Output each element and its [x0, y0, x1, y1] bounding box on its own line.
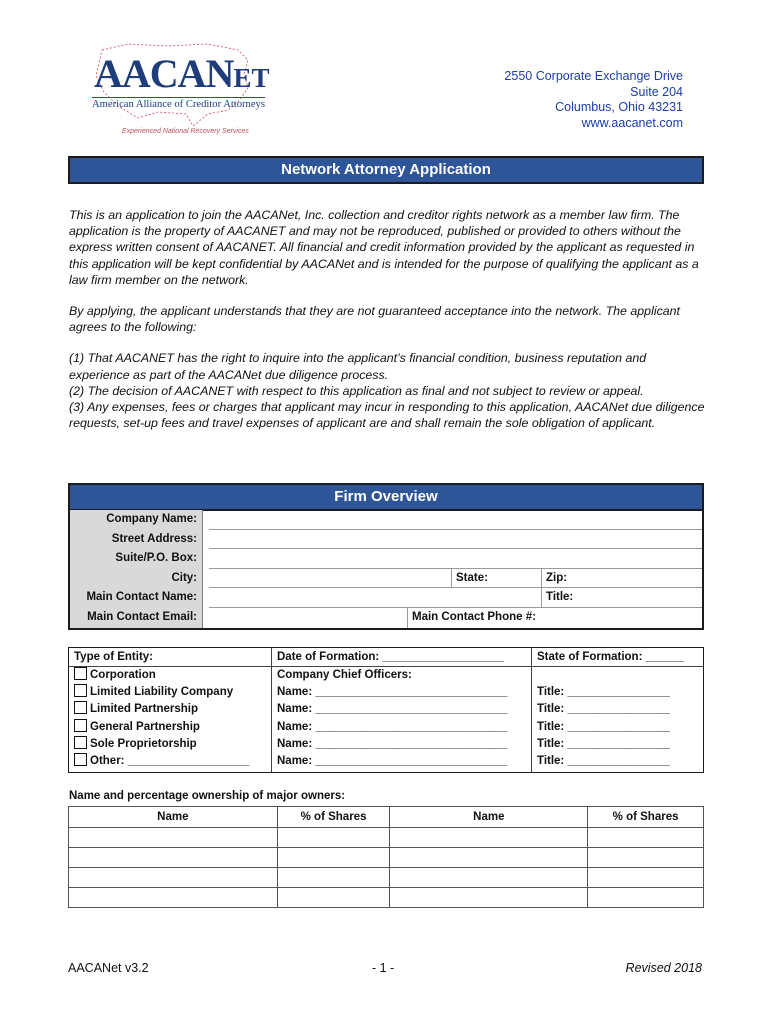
- checkbox[interactable]: [74, 667, 87, 680]
- owner-shares-cell[interactable]: [588, 828, 704, 848]
- company-name-label: Company Name:: [70, 510, 203, 530]
- spacer: [532, 667, 703, 684]
- checkbox[interactable]: [74, 701, 87, 714]
- company-name-row: [70, 510, 702, 530]
- officer-name-field[interactable]: Name: ______________________________: [277, 720, 508, 733]
- firm-overview-table: [68, 510, 704, 630]
- entity-type-header: Type of Entity:: [69, 648, 271, 667]
- owner-name-cell[interactable]: [390, 828, 588, 848]
- condition-3: (3) Any expenses, fees or charges that applicant may incur in responding to this application, AACANet due diligence requests, set-up fees and travel expenses of applicant are and shall remain the sole obligation of applicant.: [69, 400, 705, 431]
- logo-subtitle: American Alliance of Creditor Attorneys: [92, 99, 265, 110]
- main-contact-phone-field[interactable]: [407, 608, 702, 628]
- entity-option-sole-prop[interactable]: Sole Proprietorship: [69, 736, 271, 753]
- officer-title-field[interactable]: Title: ________________: [537, 737, 670, 750]
- main-contact-email-row: [70, 608, 702, 628]
- owner-name-cell[interactable]: [69, 848, 278, 868]
- owner-name-cell[interactable]: [390, 848, 588, 868]
- entity-type-column: [69, 648, 272, 772]
- table-row: [69, 848, 704, 868]
- address-line-2: Suite 204: [630, 84, 683, 99]
- title-label: Title:: [546, 591, 574, 604]
- checkbox[interactable]: [74, 684, 87, 697]
- entity-option-llc[interactable]: Limited Liability Company: [69, 684, 271, 701]
- officer-title-field[interactable]: Title: ________________: [537, 686, 670, 699]
- city-field[interactable]: [209, 569, 702, 589]
- officer-name-field[interactable]: Name: ______________________________: [277, 686, 508, 699]
- street-address-row: [70, 530, 702, 550]
- address-line-1: 2550 Corporate Exchange Drive: [504, 69, 683, 83]
- state-field[interactable]: [451, 569, 541, 588]
- officers-column: [272, 648, 532, 772]
- owners-title: Name and percentage ownership of major owners:: [69, 790, 346, 802]
- owner-shares-cell[interactable]: [277, 848, 390, 868]
- owner-name-cell[interactable]: [69, 868, 278, 888]
- owner-shares-cell[interactable]: [588, 888, 704, 908]
- officer-title-field[interactable]: Title: ________________: [537, 720, 670, 733]
- address-line-3: Columbus, Ohio 43231: [555, 100, 683, 114]
- owner-name-cell[interactable]: [69, 888, 278, 908]
- company-name-field[interactable]: [209, 510, 702, 530]
- logo-tagline: Experienced National Recovery Services: [122, 128, 249, 135]
- owner-shares-cell[interactable]: [277, 888, 390, 908]
- main-contact-name-row: [70, 588, 702, 608]
- suite-row: [70, 549, 702, 569]
- mailing-address: [504, 69, 683, 131]
- table-row: [69, 868, 704, 888]
- date-of-formation-field[interactable]: Date of Formation: ___________________: [272, 648, 531, 667]
- officer-name-field[interactable]: Name: ______________________________: [277, 703, 508, 716]
- owner-name-header: Name: [390, 807, 588, 828]
- intro-paragraph-1: This is an application to join the AACANet, Inc. collection and creditor rights network as a member law firm. The application is the property of AACANET and may not be reproduced, published or provided to others without the express written consent of AACANET. All financial and credit information provided by the applicant as requested in this application will be kept confidential by AACANet and is intended for the purpose of qualifying the applicant as a law firm member on the network.: [69, 208, 699, 287]
- intro-text: [69, 207, 705, 431]
- aacanet-logo: [88, 40, 278, 140]
- entity-option-lp[interactable]: Limited Partnership: [69, 701, 271, 718]
- entity-option-other[interactable]: Other: ___________________: [69, 753, 271, 770]
- intro-paragraph-2: By applying, the applicant understands that they are not guaranteed acceptance into the network. The applicant agrees to the following:: [69, 304, 680, 335]
- main-contact-email-field[interactable]: [209, 608, 702, 628]
- owners-header-row: [69, 807, 704, 828]
- owner-name-header: Name: [69, 807, 278, 828]
- firm-overview-title: Firm Overview: [68, 483, 704, 511]
- zip-label: Zip:: [546, 571, 568, 584]
- title-field[interactable]: [541, 588, 702, 607]
- city-row: [70, 569, 702, 589]
- zip-field[interactable]: [541, 569, 702, 588]
- suite-label: Suite/P.O. Box:: [70, 549, 203, 569]
- owner-shares-header: % of Shares: [277, 807, 390, 828]
- checkbox[interactable]: [74, 736, 87, 749]
- main-contact-phone-label: Main Contact Phone #:: [412, 610, 536, 623]
- officer-title-field[interactable]: Title: ________________: [537, 754, 670, 767]
- owner-name-cell[interactable]: [390, 888, 588, 908]
- entity-option-gp[interactable]: General Partnership: [69, 719, 271, 736]
- checkbox[interactable]: [74, 719, 87, 732]
- suite-field[interactable]: [209, 549, 702, 569]
- checkbox[interactable]: [74, 753, 87, 766]
- city-label: City:: [70, 569, 203, 589]
- table-row: [69, 828, 704, 848]
- owners-table: [68, 806, 704, 908]
- officers-label: Company Chief Officers:: [277, 669, 412, 681]
- owner-shares-header: % of Shares: [588, 807, 704, 828]
- condition-1: (1) That AACANET has the right to inquire into the applicant’s financial condition, business reputation and experience as part of the AACANet due diligence process.: [69, 351, 647, 382]
- main-contact-email-label: Main Contact Email:: [70, 608, 203, 628]
- owner-shares-cell[interactable]: [588, 868, 704, 888]
- footer-page-number: - 1 -: [372, 961, 395, 975]
- owner-shares-cell[interactable]: [277, 868, 390, 888]
- officer-name-field[interactable]: Name: ______________________________: [277, 754, 508, 767]
- logo-wordmark: AACANET: [94, 51, 270, 96]
- table-row: [69, 888, 704, 908]
- owner-shares-cell[interactable]: [277, 828, 390, 848]
- condition-2: (2) The decision of AACANET with respect to this application as final and not subject to review or appeal.: [69, 383, 644, 398]
- officer-name-field[interactable]: Name: ______________________________: [277, 737, 508, 750]
- entity-table: [68, 647, 704, 773]
- entity-option-corporation[interactable]: Corporation: [69, 667, 271, 684]
- main-contact-name-label: Main Contact Name:: [70, 588, 203, 608]
- state-column: [532, 648, 703, 772]
- footer-revised: Revised 2018: [625, 961, 702, 975]
- street-address-field[interactable]: [209, 530, 702, 550]
- owner-name-cell[interactable]: [390, 868, 588, 888]
- state-label: State:: [456, 571, 488, 584]
- website-link[interactable]: www.aacanet.com: [581, 115, 683, 130]
- owner-shares-cell[interactable]: [588, 848, 704, 868]
- officer-title-field[interactable]: Title: ________________: [537, 703, 670, 716]
- footer-version: AACANet v3.2: [68, 961, 149, 975]
- state-of-formation-field[interactable]: State of Formation: ______: [532, 648, 703, 667]
- street-address-label: Street Address:: [70, 530, 203, 550]
- main-contact-name-field[interactable]: [209, 588, 702, 608]
- form-title: Network Attorney Application: [68, 156, 704, 184]
- owner-name-cell[interactable]: [69, 828, 278, 848]
